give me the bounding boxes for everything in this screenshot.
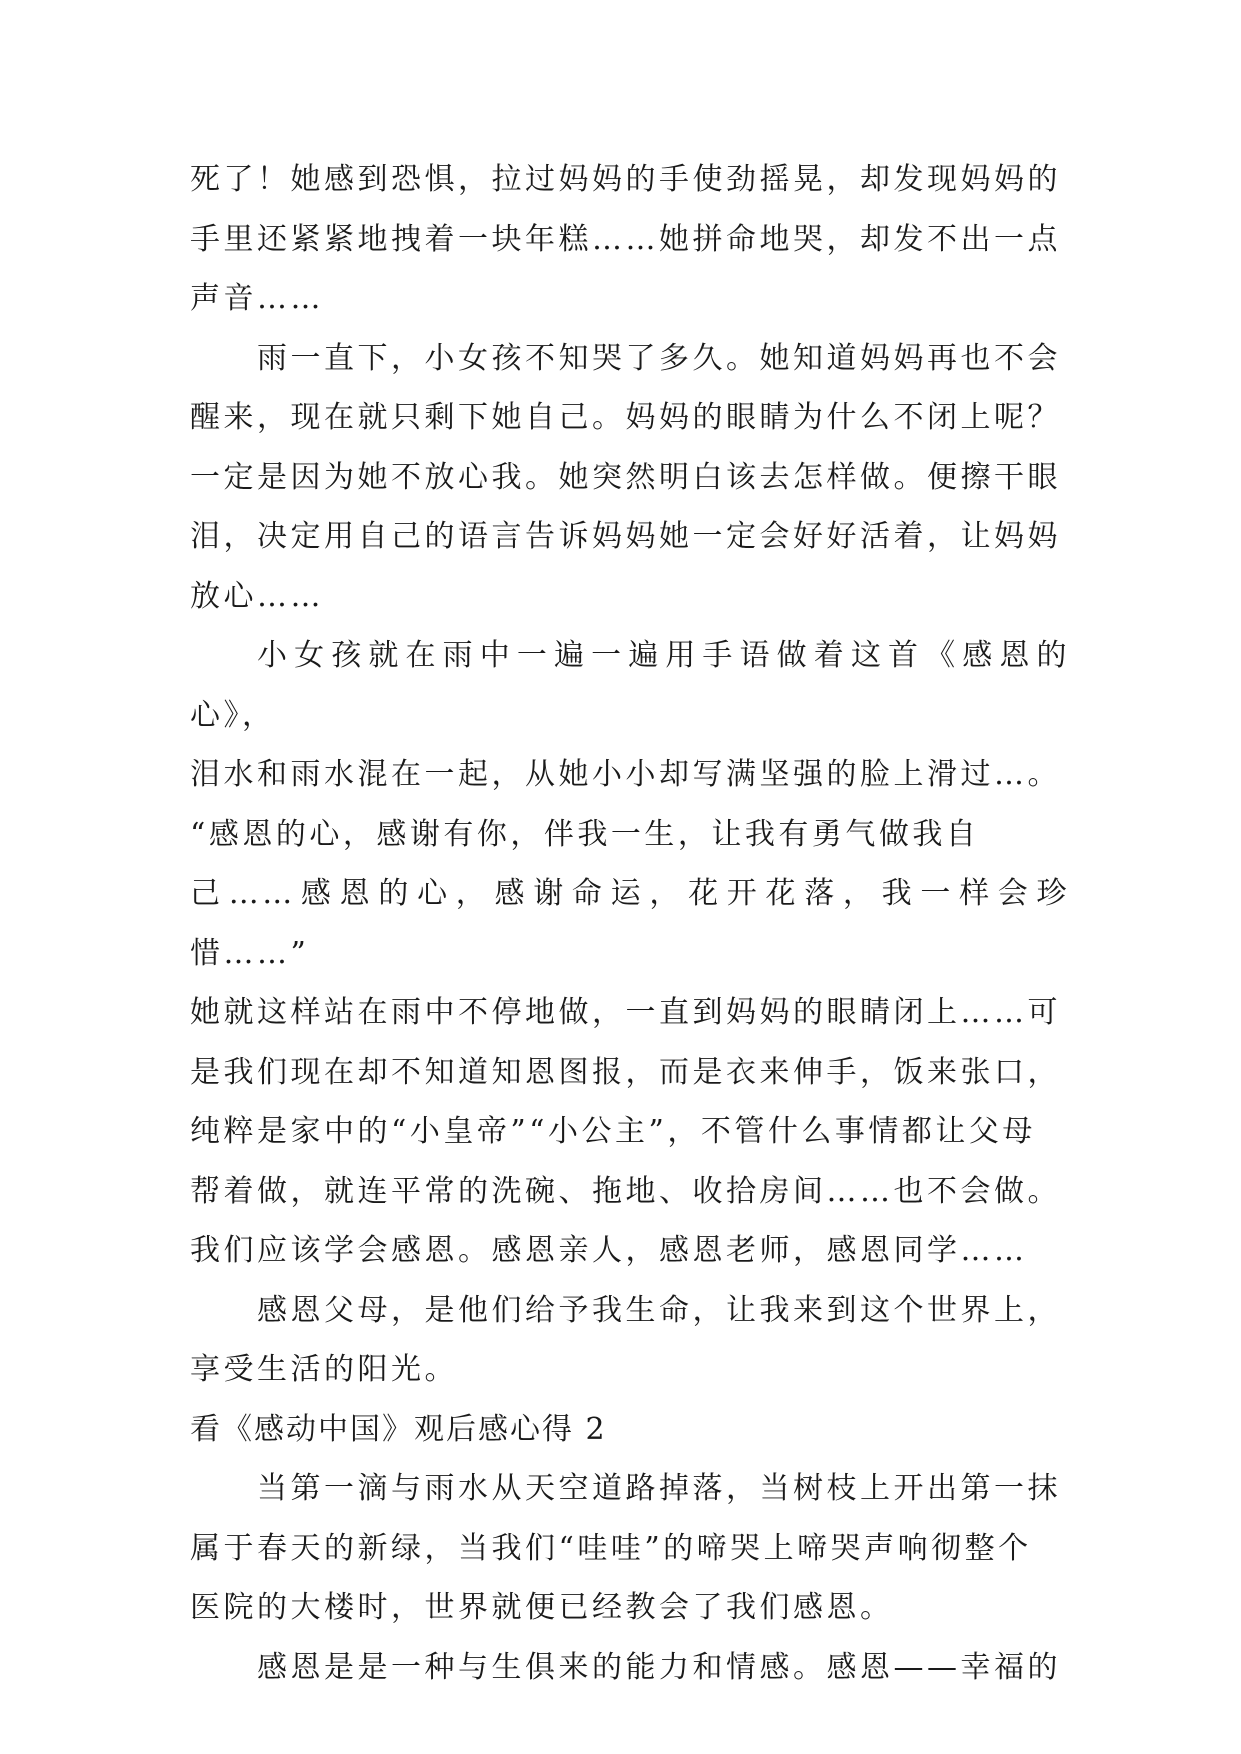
text-line: 当第一滴与雨水从天空道路掉落，当树枝上开出第一抹 xyxy=(257,1471,1061,1506)
paragraph-3 xyxy=(190,626,1070,1281)
paragraph-5 xyxy=(190,1459,1070,1638)
text-line: 帮着做，就连平常的洗碗、拖地、收拾房间……也不会做。 xyxy=(190,1173,1061,1209)
text-line: 我们应该学会感恩。感恩亲人，感恩老师，感恩同学…… xyxy=(190,1233,1028,1268)
text-line: 感恩是是一种与生俱来的能力和情感。感恩——幸福的 xyxy=(257,1649,1061,1685)
paragraph-2 xyxy=(190,329,1070,627)
text-line: 死了！她感到恐惧，拉过妈妈的手使劲摇晃，却发现妈妈的 xyxy=(190,162,1061,197)
text-line: 己……感恩的心，感谢命运，花开花落，我一样会珍惜……” xyxy=(190,876,1070,971)
paragraph-6 xyxy=(190,1638,1070,1698)
text-line: 醒来，现在就只剩下她自己。妈妈的眼睛为什么不闭上呢？ xyxy=(190,400,1061,435)
text-line: 手里还紧紧地拽着一块年糕……她拼命地哭，却发不出一点 xyxy=(190,221,1061,257)
text-line: 医院的大楼时，世界就便已经教会了我们感恩。 xyxy=(190,1590,894,1625)
text-line: 小女孩就在雨中一遍一遍用手语做着这首《感恩的心》， xyxy=(190,638,1070,733)
text-line: 纯粹是家中的“小皇帝”“小公主”，不管什么事情都让父母 xyxy=(190,1114,1036,1149)
section-heading xyxy=(190,1400,1070,1460)
text-line: 泪水和雨水混在一起，从她小小却写满坚强的脸上滑过…。 xyxy=(190,757,1061,792)
text-line: 放心…… xyxy=(190,578,324,614)
paragraph-1 xyxy=(190,150,1070,329)
text-line: 享受生活的阳光。 xyxy=(190,1352,458,1387)
text-line: “感恩的心，感谢有你，伴我一生，让我有勇气做我自 xyxy=(190,816,980,852)
text-line: 感恩父母，是他们给予我生命，让我来到这个世界上， xyxy=(257,1292,1061,1328)
text-line: 一定是因为她不放心我。她突然明白该去怎样做。便擦干眼 xyxy=(190,459,1061,495)
text-line: 她就这样站在雨中不停地做，一直到妈妈的眼睛闭上……可 xyxy=(190,995,1061,1030)
document-body xyxy=(190,150,1070,1697)
text-line: 泪，决定用自己的语言告诉妈妈她一定会好好活着，让妈妈 xyxy=(190,519,1061,554)
text-line: 是我们现在却不知道知恩图报，而是衣来伸手，饭来张口， xyxy=(190,1054,1061,1090)
text-line: 声音…… xyxy=(190,281,324,316)
text-line: 属于春天的新绿，当我们“哇哇”的啼哭上啼哭声响彻整个 xyxy=(190,1530,1032,1566)
heading-text: 看《感动中国》观后感心得 2 xyxy=(190,1411,607,1447)
paragraph-4 xyxy=(190,1281,1070,1400)
text-line: 雨一直下，小女孩不知哭了多久。她知道妈妈再也不会 xyxy=(257,340,1061,376)
